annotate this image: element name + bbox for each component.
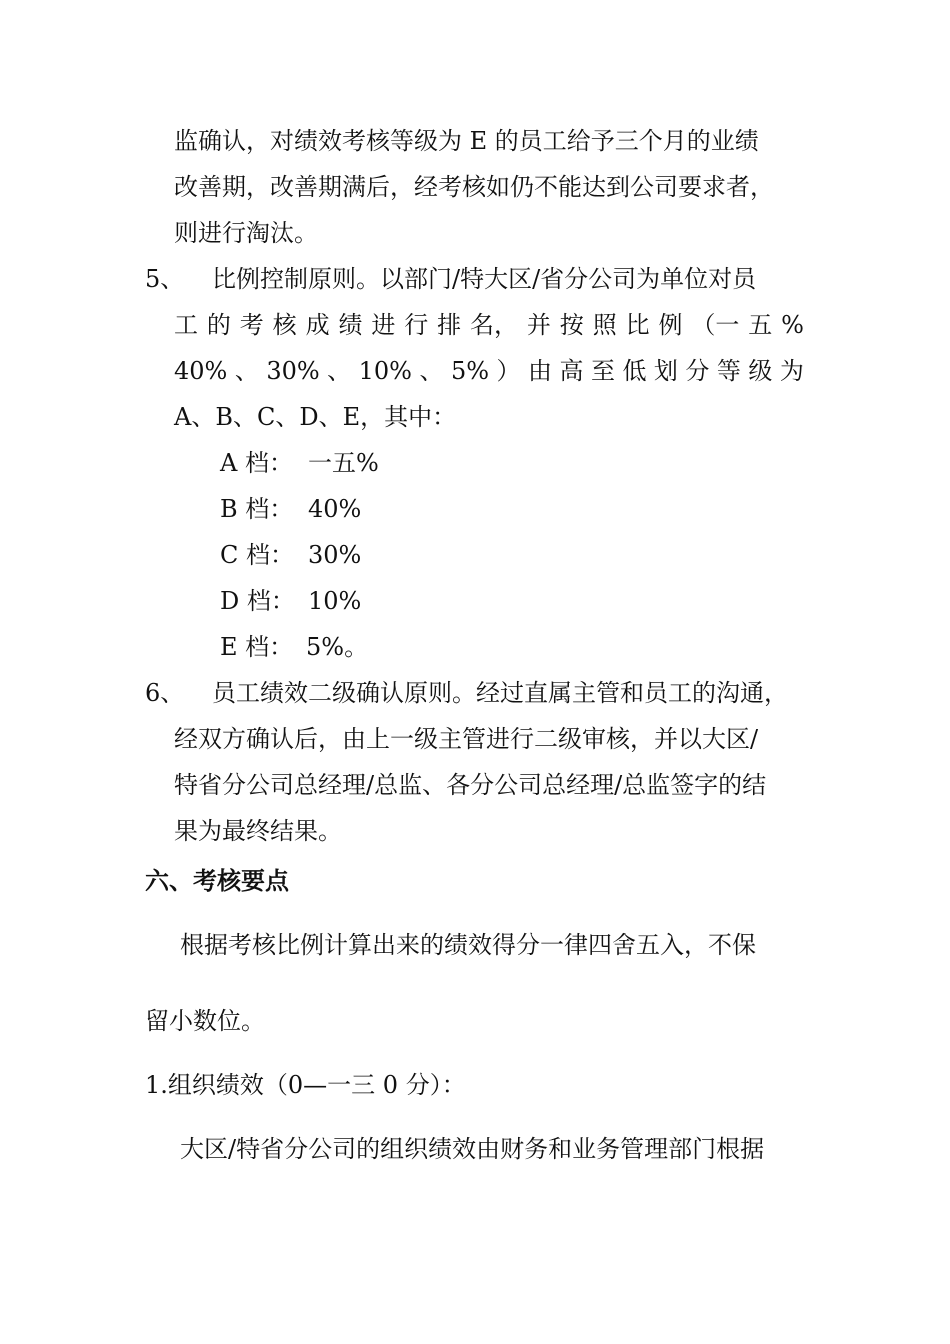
justified-token: 照	[592, 311, 617, 339]
item5-number: 5、	[145, 265, 185, 293]
justified-token: 划	[653, 357, 678, 385]
justified-token: 为	[779, 357, 804, 385]
justified-token: 、	[327, 357, 352, 385]
section-6-heading: 六、考核要点	[145, 866, 289, 895]
justified-token: 低	[622, 357, 647, 385]
item6-number: 6、	[145, 679, 185, 707]
intro-line-2: 改善期，改善期满后，经考核如仍不能达到公司要求者，	[174, 173, 774, 201]
justified-token: 、	[419, 357, 444, 385]
item5-line-2	[174, 310, 804, 340]
rounding-line-2: 留小数位。	[145, 1007, 265, 1035]
justified-token: 由	[527, 357, 552, 385]
justified-token: 的	[206, 311, 231, 339]
grade-d-value: 10%	[308, 587, 362, 615]
justified-token: 成	[305, 311, 330, 339]
intro-line-3: 则进行淘汰。	[174, 219, 318, 247]
justified-token: 、	[234, 357, 259, 385]
grade-a-label: A 档：	[220, 449, 293, 477]
justified-token: 至	[590, 357, 615, 385]
justified-token: 并	[526, 311, 551, 339]
item5-line-3	[174, 356, 804, 386]
justified-token: 五	[748, 311, 773, 339]
org-performance-line: 大区/特省分公司的组织绩效由财务和业务管理部门根据	[180, 1135, 765, 1163]
justified-token: 工	[174, 311, 198, 339]
justified-token: 30%	[266, 357, 320, 385]
justified-token: 考	[239, 311, 264, 339]
grade-b-value: 40%	[308, 495, 362, 523]
justified-token: 排	[437, 311, 462, 339]
justified-token: 名，	[470, 311, 519, 339]
justified-token: 绩	[338, 311, 363, 339]
intro-line-1: 监确认，对绩效考核等级为 E 的员工给予三个月的业绩	[174, 127, 759, 155]
justified-token: 例	[658, 311, 683, 339]
justified-token: 分	[685, 357, 710, 385]
justified-token: 40%	[174, 357, 228, 385]
justified-token: ）	[496, 357, 521, 385]
item6-line-1: 员工绩效二级确认原则。经过直属主管和员工的沟通，	[212, 679, 788, 707]
item6-line-4: 果为最终结果。	[174, 817, 342, 845]
justified-token: 行	[404, 311, 429, 339]
justified-token: 进	[371, 311, 396, 339]
grade-e-value: 5%。	[306, 633, 369, 661]
item6-line-3: 特省分公司总经理/总监、各分公司总经理/总监签字的结	[174, 771, 767, 799]
justified-token: 10%	[358, 357, 412, 385]
justified-token: 按	[559, 311, 584, 339]
grade-b-label: B 档：	[220, 495, 294, 523]
grade-d-label: D 档：	[220, 587, 295, 615]
justified-token: 比	[625, 311, 650, 339]
item6-line-2: 经双方确认后，由上一级主管进行二级审核，并以大区/	[174, 725, 759, 753]
justified-token: （一	[691, 311, 740, 339]
justified-token: %	[781, 311, 804, 339]
justified-token: 5%	[450, 357, 490, 385]
subsection-1-heading: 1.组织绩效（0—一三 0 分）：	[145, 1071, 466, 1099]
justified-token: 核	[272, 311, 297, 339]
grade-c-label: C 档：	[220, 541, 294, 569]
grade-e-label: E 档：	[220, 633, 294, 661]
grade-c-value: 30%	[308, 541, 362, 569]
justified-token: 等	[716, 357, 741, 385]
rounding-line-1: 根据考核比例计算出来的绩效得分一律四舍五入，不保	[180, 931, 756, 959]
justified-token: 级	[748, 357, 773, 385]
justified-token: 高	[559, 357, 584, 385]
grade-a-value: 一五%	[308, 449, 379, 477]
item5-line-4: A、B、C、D、E，其中：	[174, 403, 457, 431]
item5-line-1: 比例控制原则。以部门/特大区/省分公司为单位对员	[212, 265, 757, 293]
